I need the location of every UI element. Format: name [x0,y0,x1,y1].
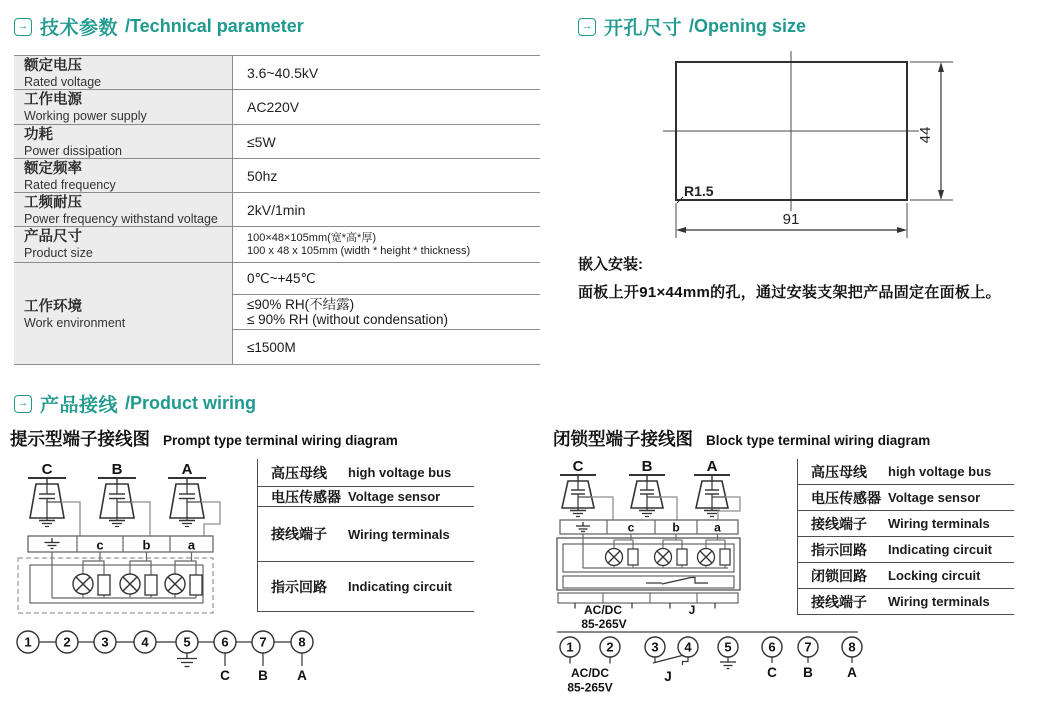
label-zh: 额定电压 [24,58,82,74]
label-en: Product size [24,246,93,260]
sub-row [233,295,540,331]
value-line: ≤90% RH(不结露) [247,297,355,313]
table-row [14,125,540,159]
install-note-title: 嵌入安装: [578,256,643,273]
legend-zh: 闭锁回路 [811,567,867,584]
row-value: 3.6~40.5kV [247,64,319,81]
label-en: Work environment [24,316,126,330]
sub-row [233,330,540,364]
label-en: Power frequency withstand voltage [24,212,218,226]
legend-zh: 高压母线 [271,464,327,481]
legend-en: Indicating circuit [348,579,453,594]
terminal-number: 6 [768,639,776,655]
legend-zh: 接线端子 [271,526,327,542]
terminal-cell-label: c [627,520,635,535]
sub-row [233,263,540,295]
terminal-cell-label: b [672,520,680,535]
row-label [14,227,233,262]
opening-size-drawing [560,45,1056,250]
legend-zh: 电压传感器 [811,489,881,506]
height-dimension-label: 44 [917,126,934,144]
table-row [14,227,540,263]
terminal-cell-label: a [187,537,196,553]
table-row [14,90,540,125]
device-box [557,534,740,590]
value-line: 100×48×105mm(宽*高*厚) [247,231,377,244]
legend-row [798,511,1014,537]
legend-row [258,562,474,612]
terminal-number: 3 [651,639,659,655]
terminal-strip [28,536,213,553]
value-line: ≤ 90% RH (without condensation) [247,312,449,328]
legend-row [258,487,474,507]
legend-zh: 接线端子 [811,515,867,532]
power-input-label: AC/DC [584,603,622,617]
row-value: 50hz [247,167,278,184]
label-zh: 工作电源 [24,92,82,108]
technical-parameter-table [14,55,540,365]
power-voltage-label: 85-265V [567,680,613,695]
terminal-number: 4 [684,639,692,655]
row-label [14,193,233,226]
section-header-wiring [14,390,256,417]
terminal-cell-label: c [96,537,104,553]
legend-row [258,507,474,562]
terminal-phase-label: C [220,668,230,683]
legend-zh: 指示回路 [811,541,867,558]
row-label [14,263,233,364]
section-title-zh: 开孔尺寸 [604,18,683,39]
table-row [14,193,540,227]
terminal-number: 2 [63,634,71,650]
relay-contact-hook [683,657,689,665]
lamp-icons [73,574,185,594]
row-value [233,227,540,262]
label-zh: 额定频率 [24,161,82,177]
row-value: AC220V [247,99,300,115]
terminal-phase-label: A [847,665,857,680]
diagram-title-en: Block type terminal wiring diagram [706,433,931,448]
table-row [14,263,540,365]
phase-label: B [111,461,123,478]
terminal-number: 1 [566,639,574,655]
row-value: 2kV/1min [247,201,306,218]
section-header-technical [14,13,304,40]
block-diagram-legend [797,459,1014,615]
row-label [14,56,233,89]
terminal-number: 2 [606,639,614,655]
section-title-en: /Product wiring [125,393,257,413]
terminal-phase-label: A [297,668,307,683]
legend-en: Wiring terminals [348,526,450,542]
legend-en: high voltage bus [888,464,992,479]
terminal-number: 7 [804,639,812,655]
terminal-number: 5 [724,639,732,655]
terminal-phase-label: B [803,665,813,680]
legend-zh: 指示回路 [271,578,327,595]
prompt-diagram-legend [257,459,474,612]
terminal-number: 6 [221,634,229,650]
terminal-number: 8 [298,634,306,650]
block-diagram-title [553,426,930,451]
label-en: Rated frequency [24,178,116,192]
label-zh: 工频耐压 [24,195,82,211]
power-voltage-label: 85-265V [581,617,627,631]
label-en: Rated voltage [24,75,102,89]
section-title-zh: 技术参数 [40,18,119,39]
row-label [14,90,233,124]
value-line: 100 x 48 x 105mm (width * height * thickness) [247,244,471,257]
row-label [14,159,233,192]
legend-en: Indicating circuit [888,542,993,557]
terminal-stems [225,653,302,666]
label-en: Working power supply [24,109,147,123]
relay-contact-icon [646,578,708,585]
terminal-number: 4 [141,634,149,650]
sensor-output-wires [61,502,220,536]
legend-row [258,459,474,487]
table-row [14,159,540,193]
diagram-title-zh: 闭锁型端子接线图 [553,429,693,449]
value-line: ≤1500M [247,339,296,355]
arrow-right-icon: → [14,18,32,36]
terminal-number: 5 [183,634,191,650]
legend-row [798,537,1014,563]
terminal-cell-label: b [142,537,151,553]
legend-zh: 接线端子 [811,593,867,610]
install-note [578,253,1056,302]
voltage-sensors [560,475,730,517]
legend-row [798,589,1014,615]
extension-lines [676,62,953,238]
relay-output-label: J [688,603,696,617]
label-zh: 产品尺寸 [24,229,82,245]
lower-terminal-strip [558,593,738,631]
terminal-strip [560,520,738,535]
terminal-number: 8 [848,639,856,655]
voltage-sensors [28,478,206,527]
arrow-right-icon: → [14,395,32,413]
terminal-cell-label: a [714,520,721,535]
label-zh: 工作环境 [24,299,82,315]
phase-label: C [572,458,584,475]
prompt-diagram-title [10,426,398,451]
lamp-icons [606,549,715,566]
diagram-title-zh: 提示型端子接线图 [10,429,150,449]
legend-row [798,485,1014,511]
label-en: Power dissipation [24,144,122,158]
legend-row [798,459,1014,485]
install-note-text: 面板上开91×44mm的孔，通过安装支架把产品固定在面板上。 [578,284,1001,301]
section-title-en: /Technical parameter [125,16,304,36]
section-title-en: /Opening size [689,16,807,36]
resistor-icons [98,575,202,595]
terminal-number: 3 [101,634,109,650]
power-input-label: AC/DC [571,666,609,680]
phase-label: A [706,458,718,475]
ground-symbol [720,662,736,669]
legend-row [798,563,1014,589]
indicating-circuit-box [18,552,213,613]
terminal-phase-label: C [767,665,777,680]
legend-en: high voltage bus [348,465,452,480]
legend-en: Voltage sensor [348,489,441,504]
row-label [14,125,233,158]
phase-label: C [41,461,53,478]
legend-zh: 电压传感器 [271,488,341,505]
legend-en: Wiring terminals [888,594,990,609]
phase-label: A [181,461,193,478]
terminal-number: 1 [24,634,32,650]
terminal-row [17,631,313,683]
legend-zh: 高压母线 [811,463,867,480]
terminal-row [560,637,862,695]
terminal-phase-label: B [258,668,268,683]
legend-en: Locking circuit [888,568,981,583]
relay-output-label: J [664,669,672,684]
legend-en: Wiring terminals [888,516,990,531]
ground-symbol [177,653,197,667]
legend-en: Voltage sensor [888,490,981,505]
diagram-title-en: Prompt type terminal wiring diagram [163,433,398,448]
label-zh: 功耗 [24,127,53,143]
phase-label: B [641,458,653,475]
table-row [14,56,540,90]
section-title-zh: 产品接线 [40,395,119,416]
terminal-number: 7 [259,634,267,650]
row-value: ≤5W [247,133,276,150]
arrow-right-icon: → [578,18,596,36]
section-header-opening [578,13,806,40]
height-dimension [938,62,944,200]
corner-radius-label: R1.5 [684,183,714,199]
row-value-group [233,263,540,364]
terminal-circles [560,637,862,657]
value-line: 0℃~+45℃ [247,270,316,286]
width-dimension-label: 91 [782,211,800,228]
locking-circuit-box [563,576,734,588]
